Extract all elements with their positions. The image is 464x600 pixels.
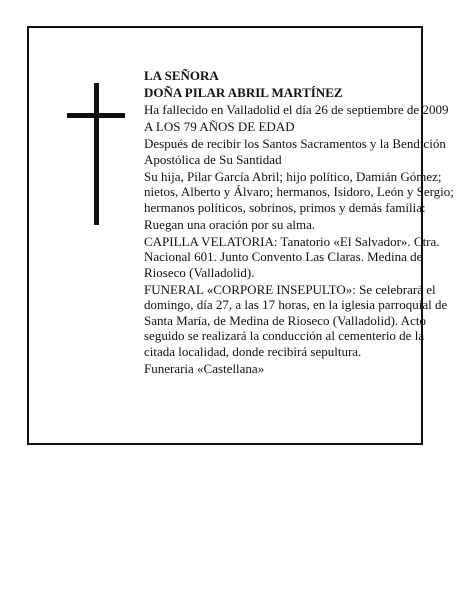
funeral-info: FUNERAL «CORPORE INSEPULTO»: Se celebrará el domingo, día 27, a las 17 horas, en la iglesia parroquial de Santa María, de Medina de Rioseco (Valladolid). Acto seguido se realizará la conducción al cementerio de la citada localidad, donde recibirá sepultura. xyxy=(144,281,448,359)
deceased-name: DOÑA PILAR ABRIL MARTÍNEZ xyxy=(144,85,343,100)
death-statement: Ha fallecido en Valladolid el día 26 de septiembre de 2009 xyxy=(144,102,449,117)
obituary-notice xyxy=(27,26,454,445)
chapel-info: CAPILLA VELATORIA: Tanatorio «El Salvador». Ctra. Nacional 601. Junto Convento Las Claras. Medina de Rioseco (Valladolid). xyxy=(144,233,440,280)
prayer-request: Ruegan una oración por su alma. xyxy=(144,216,316,232)
family-list: Su hija, Pilar García Abril; hijo político, Damián Gómez; nietos, Alberto y Álvaro; hermanos, Isidoro, León y Sergio; hermanos políticos, sobrinos, primos y demás familia: xyxy=(144,168,454,215)
funeral-home: Funeraria «Castellana» xyxy=(144,360,265,376)
age-line: A LOS 79 AÑOS DE EDAD xyxy=(144,119,295,134)
notice-title: LA SEÑORA xyxy=(144,68,219,83)
notice-text xyxy=(144,68,454,378)
sacraments-line: Después de recibir los Santos Sacramentos y la Bendición Apostólica de Su Santidad xyxy=(144,136,446,167)
cross-icon-bar xyxy=(67,113,125,118)
cross-icon xyxy=(94,83,99,225)
